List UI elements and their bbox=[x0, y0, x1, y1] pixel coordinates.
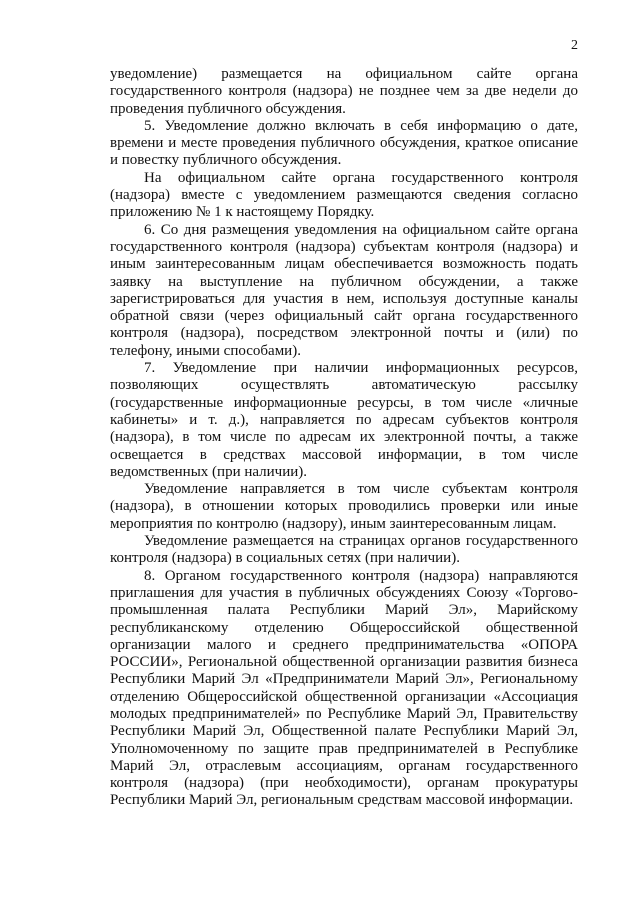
paragraph-item-8: 8. Органом государственного контроля (надзора) направляются приглашения для участия в публичных обсуждениях Союзу «Торгово-промышленная палата Республики Марий Эл», Марийскому республиканскому отделению Общероссийской общественной организации малого и среднего предпринимательства «ОПОРА РОССИИ», Региональной общественной организации развития бизнеса Республики Марий Эл «Предприниматели Марий Эл», Региональному отделению Общероссийской общественной организации «Ассоциация молодых предпринимателей» по Республике Марий Эл, Правительству Республики Марий Эл, Общественной палате Республики Марий Эл, Уполномоченному по защите прав предпринимателей в Республике Марий Эл, отраслевым ассоциациям, органам государственного контроля (надзора) (при необходимости), органам прокуратуры Республики Марий Эл, региональным средствам массовой информации. bbox=[110, 567, 578, 809]
paragraph-notification-recipients: Уведомление направляется в том числе субъектам контроля (надзора), в отношении которых проводились проверки или иные мероприятия по контролю (надзору), иным заинтересованным лицам. bbox=[110, 481, 578, 532]
paragraph-item-5: 5. Уведомление должно включать в себя информацию о дате, времени и месте проведения публичного обсуждения, краткое описание и повестку публичного обсуждения. bbox=[110, 117, 578, 169]
page-number: 2 bbox=[571, 38, 578, 53]
paragraph-website-info: На официальном сайте органа государственного контроля (надзора) вместе с уведомлением размещаются сведения согласно приложению № 1 к настоящему Порядку. bbox=[110, 169, 578, 221]
document-body bbox=[110, 66, 578, 810]
paragraph-item-6: 6. Со дня размещения уведомления на официальном сайте органа государственного контроля (надзора) субъектам контроля (надзора) и иным заинтересованным лицам обеспечивается возможность подать заявку на выступление на публичном обсуждении, а также зарегистрироваться для участия в нем, используя доступные каналы обратной связи (через официальный сайт органа государственного контроля (надзора), посредством электронной почты и (или) по телефону, иными способами). bbox=[110, 221, 578, 359]
paragraph-continuation: уведомление) размещается на официальном сайте органа государственного контроля (надзора) не позднее чем за две недели до проведения публичного обсуждения. bbox=[110, 66, 578, 117]
paragraph-social-networks: Уведомление размещается на страницах органов государственного контроля (надзора) в социальных сетях (при наличии). bbox=[110, 533, 578, 567]
paragraph-item-7: 7. Уведомление при наличии информационных ресурсов, позволяющих осуществлять автоматическую рассылку (государственные информационные ресурсы, в том числе «личные кабинеты» и т. д.), направляется по адресам субъектов контроля (надзора), в том числе по адресам их электронной почты, а также освещается в средствах массовой информации, в том числе ведомственных (при наличии). bbox=[110, 360, 578, 480]
